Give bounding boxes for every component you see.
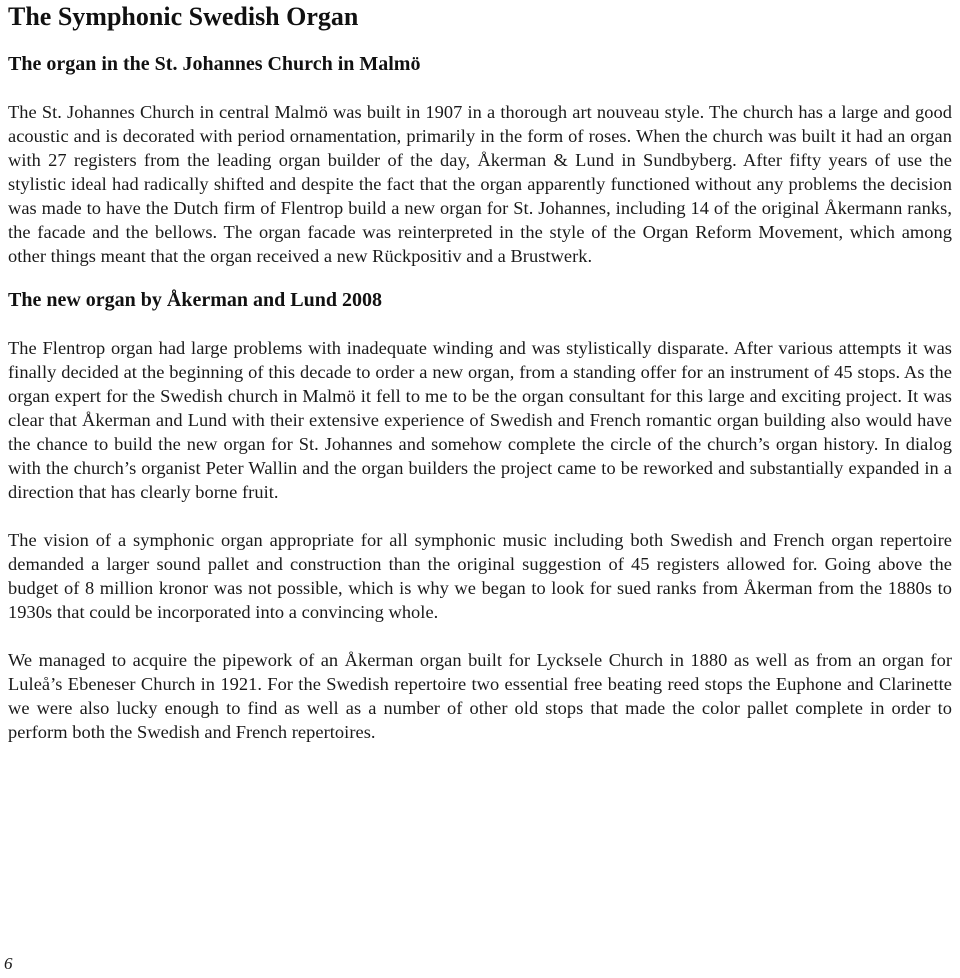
body-paragraph-pipework: We managed to acquire the pipework of an Åkerman organ built for Lycksele Church in 1880 as well as from an organ for Luleå’s Ebeneser Church in 1921. For the Swedish repertoire two essential free beating reed stops the Euphone and Clarinette we were also lucky enough to find as well as a number of other old stops that made the color pallet complete in order to perform both the Swedish and French repertoires. [8, 650, 952, 742]
page-number: 6 [4, 954, 13, 973]
body-paragraph-flentrop: The Flentrop organ had large problems with inadequate winding and was stylistically disparate. After various attempts it was finally decided at the beginning of this decade to order a new organ, from a standing offer for an instrument of 45 stops. As the organ expert for the Swedish church in Malmö it fell to me to be the organ consultant for this large and exciting project. It was clear that Åkerman and Lund with their extensive experience of Swedish and French romantic organ building also would have the chance to build the new organ for St. Johannes and somehow complete the circle of the church’s organ history. In dialog with the church’s organist Peter Wallin and the organ builders the project came to be reworked and substantially expanded in a direction that has clearly borne fruit. [8, 338, 952, 502]
section-heading-new-organ: The new organ by Åkerman and Lund 2008 [8, 289, 382, 311]
document-page [8, 0, 952, 744]
document-title: The Symphonic Swedish Organ [8, 2, 359, 31]
body-paragraph-history: The St. Johannes Church in central Malmö was built in 1907 in a thorough art nouveau style. The church has a large and good acoustic and is decorated with period ornamentation, primarily in the form of roses. When the church was built it had an organ with 27 registers from the leading organ builder of the day, Åkerman & Lund in Sundbyberg. After fifty years of use the stylistic ideal had radically shifted and despite the fact that the organ apparently functioned without any problems the decision was made to have the Dutch firm of Flentrop build a new organ for St. Johannes, including 14 of the original Åkermann ranks, the facade and the bellows. The organ facade was reinterpreted in the style of the Organ Reform Movement, which among other things meant that the organ received a new Rückpositiv and a Brustwerk. [8, 102, 952, 266]
document-subtitle: The organ in the St. Johannes Church in Malmö [8, 53, 421, 75]
body-paragraph-vision: The vision of a symphonic organ appropriate for all symphonic music including both Swedish and French organ repertoire demanded a larger sound pallet and construction than the original suggestion of 45 registers allowed for. Going above the budget of 8 million kronor was not possible, which is why we began to look for sued ranks from Åkerman from the 1880s to 1930s that could be incorporated into a convincing whole. [8, 530, 952, 622]
